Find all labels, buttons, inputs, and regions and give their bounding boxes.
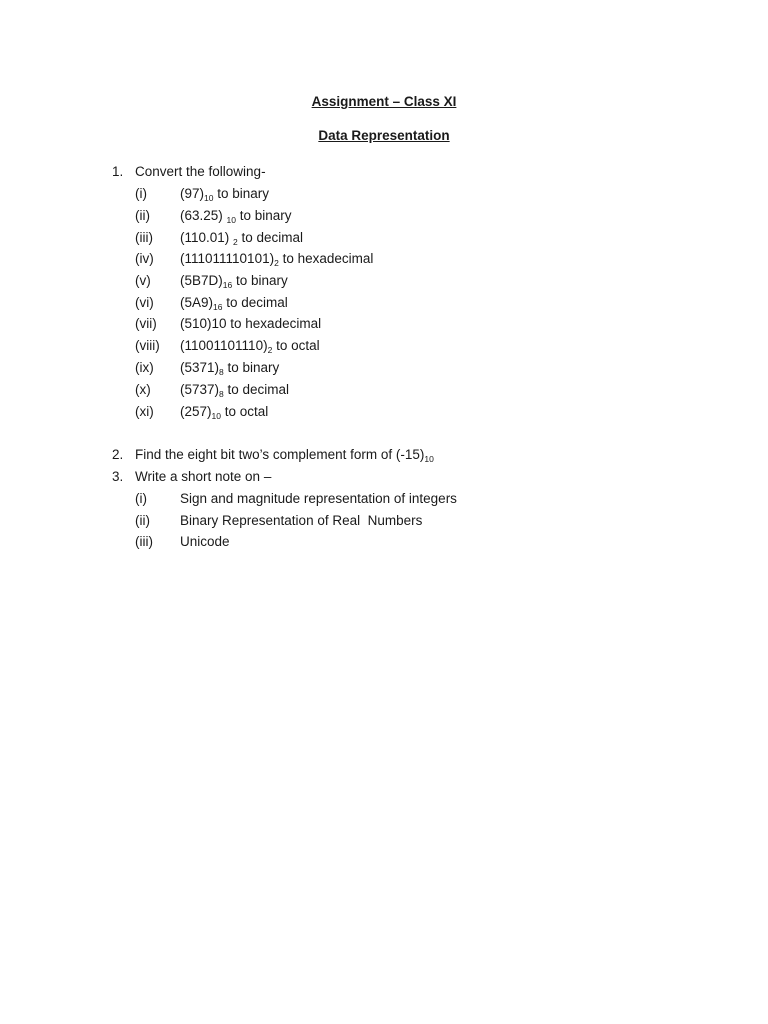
item-text (180, 293, 288, 313)
item-numeral: (vi) (135, 295, 154, 310)
question-number: 2. (112, 447, 124, 462)
question-text-main: Find the eight bit two’s complement form of (-15) (135, 447, 425, 462)
item-base: 16 (213, 302, 223, 312)
assignment-subtitle: Data Representation (318, 128, 450, 143)
item-suffix: to octal (220, 404, 269, 419)
item-text: Unicode (180, 534, 230, 549)
item-suffix: to binary (236, 208, 292, 223)
list-item (135, 184, 269, 204)
item-text (180, 314, 321, 334)
item-suffix: to decimal (237, 230, 304, 245)
item-value: (11001101110) (180, 338, 268, 353)
question-text: Convert the following- (135, 164, 266, 179)
question-number: 1. (112, 164, 124, 179)
list-item (135, 489, 457, 509)
item-numeral: (xi) (135, 404, 154, 419)
item-numeral: (ix) (135, 360, 154, 375)
item-numeral: (v) (135, 273, 151, 288)
item-suffix: to binary (223, 360, 280, 375)
list-item (135, 380, 289, 400)
item-value: (5B7D) (180, 273, 223, 288)
item-base: 2 (233, 237, 238, 247)
list-item (135, 511, 422, 531)
item-text (180, 184, 269, 204)
item-numeral: (ii) (135, 513, 150, 528)
item-numeral: (i) (135, 186, 147, 201)
item-suffix: to decimal (222, 295, 288, 310)
item-suffix: to octal (272, 338, 320, 353)
item-text (180, 358, 279, 378)
item-numeral: (ii) (135, 208, 150, 223)
question-3 (112, 467, 271, 487)
item-numeral: (viii) (135, 338, 160, 353)
list-item (135, 228, 303, 248)
item-text (180, 336, 320, 356)
item-base: 10 (226, 215, 236, 225)
list-item (135, 336, 320, 356)
item-base: 10 (211, 411, 221, 421)
list-item (135, 358, 279, 378)
item-numeral: (x) (135, 382, 151, 397)
item-numeral: (i) (135, 491, 147, 506)
item-value: (510)10 to hexadecimal (180, 316, 322, 331)
item-value: (111011110101) (180, 251, 275, 266)
item-base: 8 (219, 389, 224, 399)
item-text (180, 402, 268, 422)
item-value: (5A9) (180, 295, 214, 310)
item-numeral: (iii) (135, 230, 153, 245)
question-base: 10 (424, 454, 434, 464)
item-base: 16 (222, 280, 233, 290)
list-item (135, 293, 288, 313)
question-2 (112, 445, 434, 465)
list-item (135, 206, 292, 226)
item-numeral: (vii) (135, 316, 157, 331)
item-text (180, 206, 292, 226)
item-value: (97) (180, 186, 205, 201)
item-value: (63.25) (180, 208, 227, 223)
item-value: (110.01) (180, 230, 234, 245)
list-item (135, 271, 288, 291)
question-1 (112, 162, 266, 182)
item-numeral: (iv) (135, 251, 154, 266)
item-suffix: to binary (232, 273, 288, 288)
list-item (135, 249, 373, 269)
list-item (135, 402, 268, 422)
list-item (135, 314, 321, 334)
item-text (180, 249, 373, 269)
item-text (180, 271, 288, 291)
item-base: 2 (274, 258, 279, 268)
item-numeral: (iii) (135, 534, 153, 549)
item-base: 2 (267, 345, 273, 355)
item-base: 8 (219, 367, 224, 377)
assignment-title: Assignment – Class XI (311, 94, 457, 109)
item-suffix: to binary (213, 186, 270, 201)
item-text (180, 228, 303, 248)
item-value: (5371) (180, 360, 220, 375)
item-value: (257) (180, 404, 212, 419)
item-text: Binary Representation of Real Numbers (180, 513, 423, 528)
question-number: 3. (112, 469, 124, 484)
question-text (135, 445, 434, 465)
item-suffix: to decimal (223, 382, 290, 397)
item-suffix: to hexadecimal (278, 251, 374, 266)
item-value: (5737) (180, 382, 220, 397)
item-base: 10 (204, 193, 214, 203)
question-text: Write a short note on – (135, 469, 272, 484)
list-item (135, 532, 230, 552)
item-text (180, 380, 289, 400)
item-text: Sign and magnitude representation of integers (180, 491, 457, 506)
